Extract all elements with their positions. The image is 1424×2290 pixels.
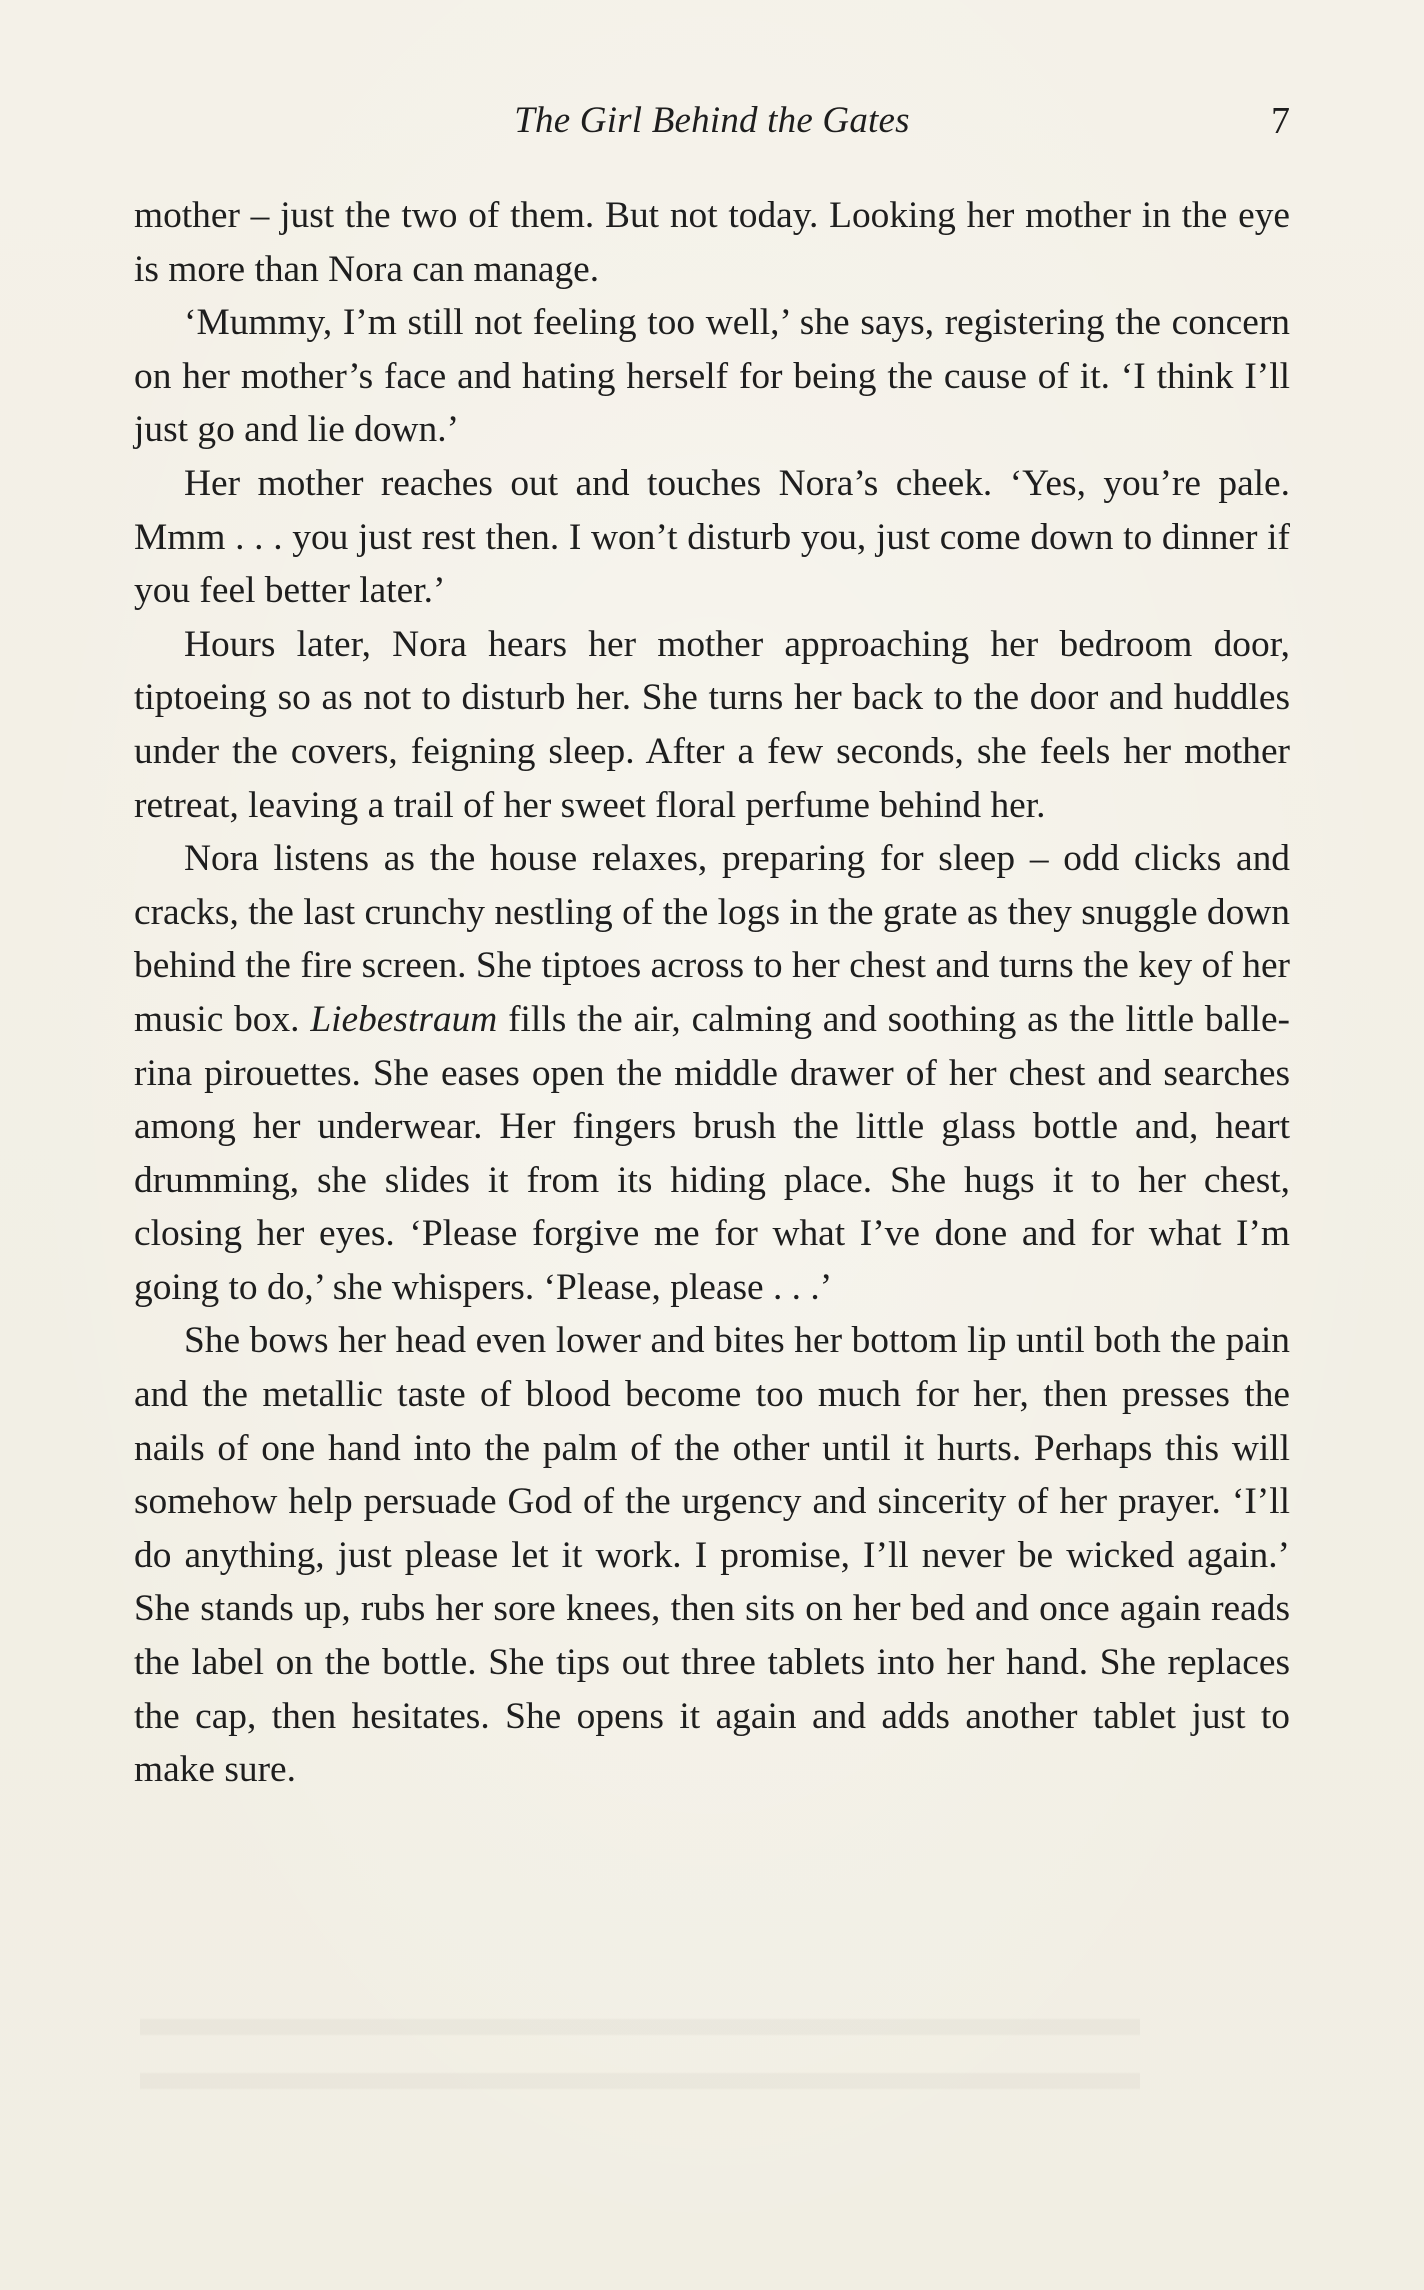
paragraph-6: She bows her head even lower and bites her bottom lip until both the pain and the metallic taste of blood become too much for her, then presses the nails of one hand into the palm of the other until it hurts. Perhaps this will somehow help persuade God of the urgency and sincerity of her prayer. ‘I’ll do anything, just please let it work. I promise, I’ll never be wicked again.’ She stands up, rubs her sore knees, then sits on her bed and once again reads the label on the bottle. She tips out three tablets into her hand. She replaces the cap, then hesitates. She opens it again and adds another tablet just to make sure. (134, 1320, 1290, 1791)
paragraph-3: Her mother reaches out and touches Nora’s cheek. ‘Yes, you’re pale. Mmm . . . you just rest then. I won’t disturb you, just come down to dinner if you feel better later.’ (134, 462, 1290, 612)
paragraph-4: Hours later, Nora hears her mother approaching her bedroom door, tiptoeing so as not to disturb her. She turns her back to the door and huddles under the covers, feigning sleep. After a few seconds, she feels her mother retreat, leaving a trail of her sweet floral perfume behind her. (134, 623, 1290, 826)
page-number: 7 (1271, 100, 1290, 142)
paragraph-5 (134, 832, 1290, 1314)
running-head-title: The Girl Behind the Gates (514, 100, 910, 141)
paragraph-5-text-after: fills the air, calming and soothing as the little ballerina pirouettes. She eases open the middle drawer of her chest and searches among her underwear. Her fingers brush the little glass bottle and, heart drumming, she slides it from its hiding place. She hugs it to her chest, closing her eyes. ‘Please forgive me for what I’ve done and for what I’m going to do,’ she whispers. ‘Please, please . . .’ (134, 998, 1290, 1308)
show-through-texture (140, 1990, 1140, 2110)
paragraph-5-text-before: Nora listens as the house relaxes, preparing for sleep – odd clicks and cracks, the last crunchy nestling of the logs in the grate as they snuggle down behind the fire screen. She tiptoes across to her chest and turns the key of her music box. (134, 838, 1290, 1040)
running-head (134, 96, 1290, 146)
paragraph-1: mother – just the two of them. But not today. Looking her mother in the eye is more than Nora can manage. (134, 195, 1290, 290)
paragraph-2: ‘Mummy, I’m still not feeling too well,’ she says, registering the concern on her mother’s face and hating herself for being the cause of it. ‘I think I’ll just go and lie down.’ (134, 302, 1290, 451)
body-text (134, 189, 1290, 1797)
paragraph-5-italic-title: Liebestraum (310, 998, 498, 1040)
